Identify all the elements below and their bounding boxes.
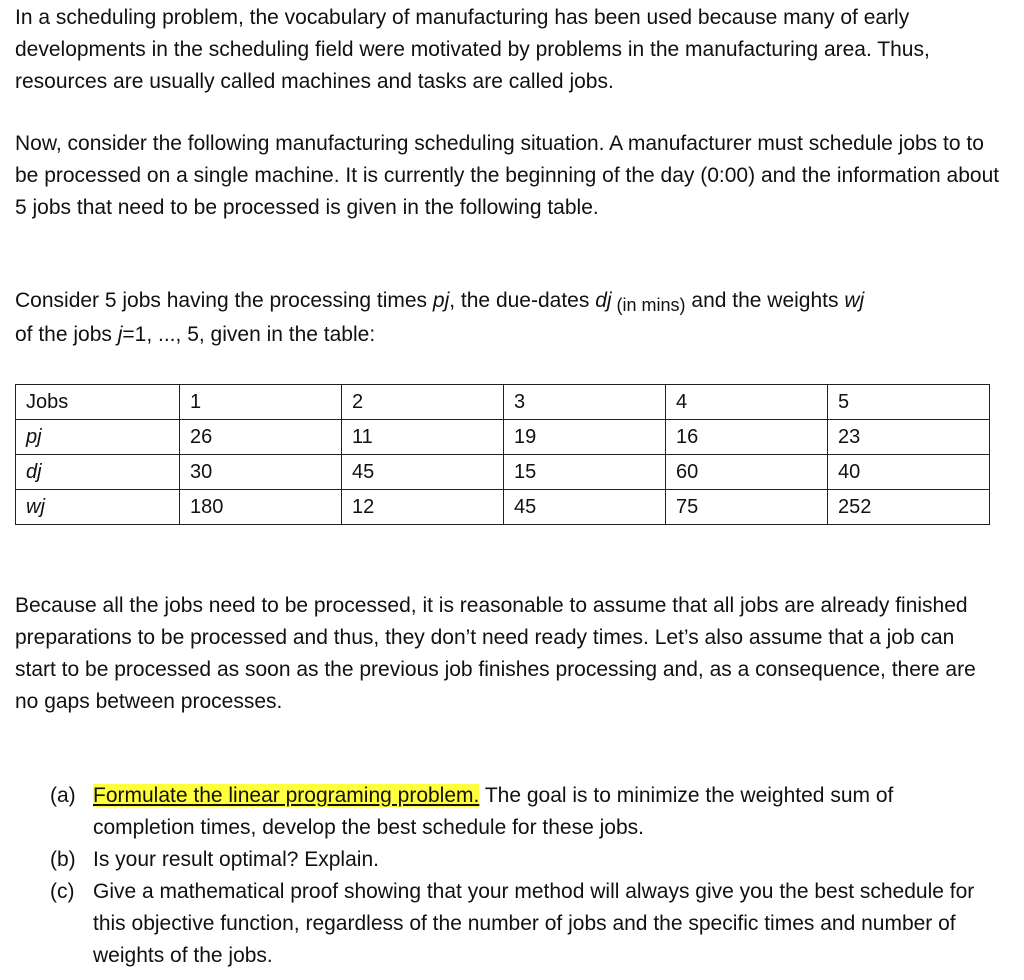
- table-row-dj: [16, 455, 990, 490]
- table-cell: 26: [180, 420, 342, 455]
- row-label: dj: [16, 455, 180, 490]
- table-cell: 252: [828, 490, 990, 525]
- table-cell: 15: [504, 455, 666, 490]
- question-a: (a) Formulate the linear programing problem. The goal is to minimize the weighted sum of completion times, develop the best schedule for these jobs.: [50, 780, 1000, 844]
- table-cell: 180: [180, 490, 342, 525]
- row-label: wj: [16, 490, 180, 525]
- table-cell: 23: [828, 420, 990, 455]
- table-row-jobs: [16, 385, 990, 420]
- pj-symbol: pj: [432, 289, 450, 312]
- table-cell: 40: [828, 455, 990, 490]
- consider-line-2: of the jobs j=1, ..., 5, given in the table:: [15, 323, 376, 346]
- table-cell: 16: [666, 420, 828, 455]
- question-marker: (c): [50, 880, 75, 903]
- intro-paragraph: In a scheduling problem, the vocabulary of manufacturing has been used because many of early developments in the scheduling field were motivated by problems in the manufacturing area. Thus, resources are usually called machines and tasks are called jobs.: [15, 6, 930, 93]
- question-marker: (b): [50, 848, 76, 871]
- table-cell: 19: [504, 420, 666, 455]
- table-cell: 75: [666, 490, 828, 525]
- j-symbol: j: [117, 323, 123, 346]
- wj-symbol: wj: [844, 289, 865, 312]
- question-marker: (a): [50, 784, 76, 807]
- row-label: pj: [16, 420, 180, 455]
- table-cell: 12: [342, 490, 504, 525]
- question-list: [50, 780, 1000, 972]
- consider-line-1: Consider 5 jobs having the processing times pj, the due-dates dj (in mins) and the weights wj: [15, 289, 865, 315]
- consider-paragraph: [15, 285, 1000, 351]
- units-note: (in mins): [611, 295, 686, 315]
- assumptions-paragraph: Because all the jobs need to be processed, it is reasonable to assume that all jobs are already finished preparations to be processed and thus, they don’t need ready times. Let’s also assume that a job can start to be processed as soon as the previous job finishes processing and, as a consequence, there are no gaps between processes.: [15, 594, 976, 713]
- row-label: Jobs: [16, 385, 180, 420]
- situation-paragraph: Now, consider the following manufacturing scheduling situation. A manufacturer must schedule jobs to to be processed on a single machine. It is currently the beginning of the day (0:00) and the information about 5 jobs that need to be processed is given in the following table.: [15, 132, 1000, 219]
- table-cell: 60: [666, 455, 828, 490]
- table-cell: 3: [504, 385, 666, 420]
- table-cell: 2: [342, 385, 504, 420]
- table-row-pj: [16, 420, 990, 455]
- question-b: (b) Is your result optimal? Explain.: [50, 844, 1000, 876]
- table-cell: 5: [828, 385, 990, 420]
- table-cell: 30: [180, 455, 342, 490]
- highlighted-instruction: Formulate the linear programing problem.: [93, 784, 480, 807]
- table-row-wj: [16, 490, 990, 525]
- table-cell: 1: [180, 385, 342, 420]
- question-c: (c) Give a mathematical proof showing that your method will always give you the best schedule for this objective function, regardless of the number of jobs and the specific times and number of weights of the jobs.: [50, 876, 1000, 972]
- table-cell: 4: [666, 385, 828, 420]
- table-cell: 45: [342, 455, 504, 490]
- jobs-table: [15, 384, 990, 525]
- table-cell: 45: [504, 490, 666, 525]
- table-cell: 11: [342, 420, 504, 455]
- dj-symbol: dj: [595, 289, 612, 312]
